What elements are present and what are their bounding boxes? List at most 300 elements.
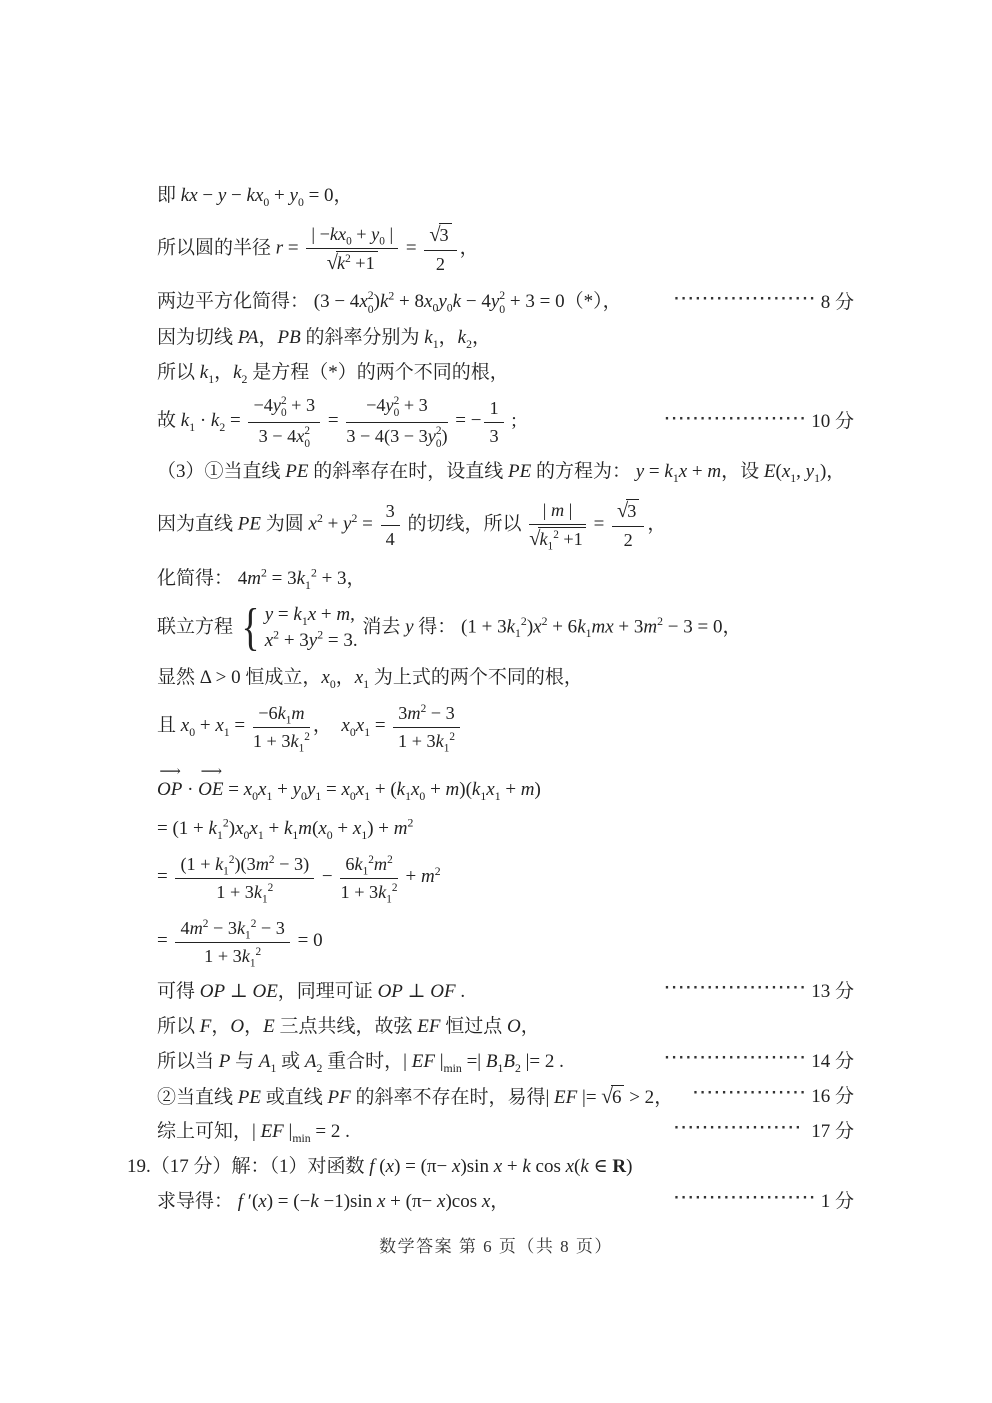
math-variable: k <box>435 731 444 751</box>
math-text: = 2 . <box>310 1120 350 1142</box>
math-text: + 3 <box>279 630 309 651</box>
superscript: 2 <box>304 425 310 438</box>
math-variable: x <box>355 779 365 801</box>
fraction-numerator <box>253 701 310 728</box>
math-bold-set: R <box>612 1155 627 1177</box>
subscript: 0 <box>435 438 442 451</box>
cjk-text: 为圆 <box>260 513 309 535</box>
fraction-denominator <box>253 728 310 753</box>
cjk-text: 或 <box>276 1050 305 1072</box>
math-variable: O <box>507 1015 521 1037</box>
cjk-text: ， <box>490 1190 510 1212</box>
square-root <box>529 527 586 553</box>
subscript: 2 <box>219 421 226 435</box>
cjk-text: ， <box>335 666 355 688</box>
math-variable: x <box>493 1155 503 1177</box>
fraction-numerator <box>424 222 456 252</box>
subscript: 1 <box>270 1061 277 1075</box>
math-variable: m <box>336 604 351 626</box>
dotted-leader: ················ <box>693 1086 808 1102</box>
math-variable: m <box>247 567 261 589</box>
cjk-text: 且 <box>157 715 181 737</box>
math-text: ) <box>534 779 541 801</box>
math-variable: k <box>577 616 586 638</box>
math-text: = 3 <box>266 567 297 589</box>
cjk-text: ， <box>258 326 278 348</box>
cjk-text: 可得 <box>157 980 200 1002</box>
subscript: 1 <box>305 578 311 592</box>
cjk-text: 与 <box>230 1050 259 1072</box>
subscript: 0 <box>263 195 270 209</box>
subscript: min <box>292 1131 311 1145</box>
cjk-text: 求导得： <box>157 1190 238 1212</box>
math-text: 1 + 3 <box>398 731 436 751</box>
math-variable: k <box>580 1155 589 1177</box>
subscript: 0 <box>297 195 304 209</box>
radicand <box>439 223 452 247</box>
math-text: = − <box>450 410 482 432</box>
math-text: +1 <box>558 528 583 549</box>
line-content <box>157 498 666 552</box>
math-text: | <box>252 1120 261 1142</box>
math-variable: OP <box>377 980 403 1002</box>
math-variable: k <box>354 854 363 875</box>
math-text: − 3) <box>274 854 310 875</box>
fraction <box>248 393 320 450</box>
cjk-text: 两边平方化简得： <box>157 291 314 313</box>
math-variable: k <box>210 410 220 432</box>
math-text: = <box>323 410 344 432</box>
line-content <box>157 567 366 591</box>
math-variable: y <box>427 426 436 446</box>
math-variable: PE <box>237 1087 261 1109</box>
line-part3-setup <box>157 454 854 489</box>
superscript: 2 <box>407 816 414 830</box>
line-content <box>157 817 413 841</box>
superscript: 2 <box>317 628 324 642</box>
math-text: = (1 + <box>157 817 209 839</box>
math-variable: f <box>369 1155 375 1177</box>
math-text: = <box>588 513 610 535</box>
superscript: 2 <box>345 252 351 265</box>
math-text: > 2 <box>624 1087 655 1109</box>
line-tangent-eq <box>157 178 854 213</box>
superscript: 2 <box>261 566 267 580</box>
math-variable: PA <box>237 326 259 348</box>
cjk-text: 恒过点 <box>440 1015 507 1037</box>
cjk-text: ， <box>333 184 353 206</box>
math-variable: x <box>385 1155 395 1177</box>
math-variable: O <box>230 1015 245 1037</box>
subscript: 0 <box>304 438 310 451</box>
math-text: = <box>223 779 244 801</box>
math-variable: k <box>471 779 481 801</box>
subscript: 0 <box>446 302 453 315</box>
math-text: ⊥ <box>225 980 253 1002</box>
subscript: 0 <box>189 726 196 740</box>
math-variable: mx <box>591 616 614 638</box>
score-label: 14 分 <box>811 1050 854 1072</box>
math-variable: k <box>296 567 306 589</box>
cjk-text: 恒成立， <box>245 666 322 688</box>
math-text: ) <box>373 291 380 313</box>
superscript: 2 <box>387 854 393 867</box>
square-root <box>327 253 378 273</box>
math-variable: y <box>805 460 815 482</box>
math-text: | <box>403 1050 412 1072</box>
math-text: −1)sin <box>318 1190 377 1212</box>
math-variable: x <box>264 630 274 651</box>
vector <box>157 764 183 802</box>
math-variable: r <box>275 237 284 259</box>
math-text: ∈ <box>588 1155 613 1177</box>
cjk-text: ，同理可证 <box>277 980 378 1002</box>
math-variable: P <box>218 1050 231 1072</box>
math-text: · <box>195 410 211 432</box>
math-text: 6 <box>611 1087 622 1109</box>
math-text: +1 <box>350 252 375 273</box>
fraction-denominator <box>393 728 459 753</box>
math-variable: x <box>321 666 330 688</box>
math-variable: PE <box>285 460 309 482</box>
math-variable: x <box>352 817 362 839</box>
cjk-text: ， <box>346 567 366 589</box>
cjk-text: 重合时， <box>322 1050 404 1072</box>
square-root <box>617 501 639 521</box>
math-text: = <box>644 460 665 482</box>
math-text: = <box>321 779 342 801</box>
line-expand-1 <box>157 811 854 846</box>
math-text: − <box>226 184 247 206</box>
math-text: 3 − 4 <box>258 426 297 446</box>
math-text: − 4 <box>461 291 491 313</box>
math-variable: x <box>452 1155 461 1177</box>
footer-text: 数学答案 第 6 页（共 8 页） <box>379 1237 613 1256</box>
math-variable: k <box>290 731 299 751</box>
math-variable: PE <box>508 460 532 482</box>
math-text: Δ > 0 <box>199 666 246 688</box>
fraction <box>340 852 397 904</box>
cjk-text: ， <box>459 237 479 259</box>
math-text: cos <box>530 1155 566 1177</box>
math-variable: k <box>277 703 286 724</box>
math-text: ( <box>312 817 319 839</box>
score-mark <box>664 1050 854 1074</box>
score-label: 17 分 <box>806 1120 854 1142</box>
math-text: 3 − 4(3 − 3 <box>346 426 428 446</box>
math-text: 1 + 3 <box>216 882 254 902</box>
line-content <box>157 599 742 656</box>
cjk-text: 联立方程 <box>157 616 238 638</box>
fraction-denominator <box>340 879 397 904</box>
line-content <box>157 666 583 690</box>
line-content <box>157 852 441 904</box>
math-variable: m <box>643 616 658 638</box>
superscript: 2 <box>310 566 317 580</box>
system-row <box>265 628 358 654</box>
subscript: 1 <box>257 828 264 842</box>
math-text: , <box>796 460 806 482</box>
subscript: 0 <box>301 789 307 803</box>
dotted-leader: ···················· <box>664 411 808 427</box>
math-variable: k <box>283 817 293 839</box>
cjk-text: 因为直线 <box>157 513 238 535</box>
cjk-text: 为上式的两个不同的根， <box>369 666 583 688</box>
math-text: = <box>229 715 250 737</box>
line-content <box>157 1083 673 1110</box>
math-variable: y <box>438 291 447 313</box>
math-text: ) = (π− <box>394 1155 452 1177</box>
math-text: ) <box>526 616 534 638</box>
line-content <box>157 764 541 803</box>
subscript: 2 <box>466 337 472 351</box>
superscript: 2 <box>367 289 374 303</box>
math-text: + <box>351 223 372 244</box>
math-text: = <box>357 513 378 535</box>
fraction <box>175 852 314 904</box>
math-text: 1 + 3 <box>340 882 379 902</box>
line-content <box>157 1190 509 1214</box>
math-variable: k <box>378 882 387 902</box>
superscript: 2 <box>202 918 209 931</box>
math-variable: x <box>258 1190 267 1212</box>
math-text: = 0 <box>292 930 323 952</box>
math-variable: y <box>490 291 500 313</box>
math-variable: m <box>298 817 312 839</box>
fraction <box>306 222 398 276</box>
math-text: ′( <box>243 1190 259 1212</box>
math-variable: E <box>763 460 776 482</box>
math-text: | <box>542 499 551 520</box>
math-variable: x <box>307 604 317 626</box>
cjk-text: 消去 <box>357 616 406 638</box>
dotted-leader: ···················· <box>673 292 817 308</box>
math-text: + ( <box>370 779 397 801</box>
fraction <box>612 498 644 552</box>
subscript: 1 <box>814 471 820 485</box>
superscript: 2 <box>434 865 441 879</box>
vector-arrow-icon: ⟶ <box>159 764 180 781</box>
fraction-numerator <box>484 396 503 423</box>
math-variable: x <box>355 715 365 737</box>
math-variable: x <box>565 1155 575 1177</box>
cjk-text: 的方程为： <box>531 460 636 482</box>
math-text: ( <box>574 1155 581 1177</box>
math-variable: y <box>272 395 281 416</box>
math-variable: x <box>180 715 190 737</box>
math-variable: k <box>336 252 346 273</box>
fraction <box>393 701 459 753</box>
subscript: min <box>443 1061 462 1075</box>
subscript: 0 <box>419 789 426 803</box>
cjk-text: （*）， <box>564 291 622 313</box>
superscript: 2 <box>499 289 506 303</box>
math-variable: y <box>385 395 394 416</box>
math-variable: x <box>437 1190 446 1212</box>
subscript: 0 <box>367 302 374 316</box>
math-variable: k <box>293 604 302 626</box>
superscript: 2 <box>435 425 442 438</box>
fraction-numerator <box>175 916 289 943</box>
math-variable: PB <box>277 326 301 348</box>
math-text: + 6 <box>547 616 578 638</box>
math-text: |= <box>577 1087 602 1109</box>
math-text: + <box>502 1155 523 1177</box>
math-text: | <box>434 1050 444 1072</box>
cjk-text: ， <box>722 616 742 638</box>
subscript: 1 <box>249 957 256 970</box>
math-variable: x <box>781 460 791 482</box>
math-text: −4 <box>366 395 386 416</box>
math-variable: m <box>189 918 203 939</box>
line-roots-of-star <box>157 355 854 390</box>
cjk-text: 因为切线 <box>157 326 238 348</box>
math-variable: k <box>215 854 224 875</box>
subscript: 1 <box>497 1061 504 1075</box>
line-expand-3 <box>157 910 854 974</box>
dotted-leader: ·················· <box>673 1121 803 1137</box>
math-text: ⊥ <box>402 980 431 1002</box>
subscript: 1 <box>245 929 251 942</box>
math-variable: k <box>506 616 516 638</box>
cjk-text: ， <box>438 326 458 348</box>
line-content <box>157 460 845 484</box>
radical-sign-icon: √ <box>429 223 441 246</box>
cjk-text: 三点共线，故弦 <box>274 1015 418 1037</box>
math-text: + <box>316 604 337 626</box>
system-row <box>265 602 358 628</box>
superscript: 2 <box>553 528 559 541</box>
superscript: 2 <box>657 615 664 629</box>
math-variable: k <box>522 1155 531 1177</box>
math-text: + 3 <box>613 616 644 638</box>
math-variable: y <box>292 779 302 801</box>
cjk-text: （17 分）解：（1）对函数 <box>150 1155 370 1177</box>
math-variable: x <box>678 460 688 482</box>
subscript: 1 <box>672 471 679 485</box>
superscript: 2 <box>388 289 395 303</box>
math-text: + <box>400 866 421 888</box>
subscript: 0 <box>280 407 287 420</box>
cjk-text: 综上可知， <box>157 1120 253 1142</box>
math-text: 1 + 3 <box>204 946 242 966</box>
math-text: − 3 <box>208 918 237 939</box>
cjk-text: 或直线 <box>260 1087 328 1109</box>
subscript: 1 <box>361 828 368 842</box>
math-text: ) <box>626 1155 633 1177</box>
line-content <box>157 980 465 1004</box>
fraction <box>253 701 310 753</box>
fraction-numerator <box>346 393 447 423</box>
line-perpendicular <box>157 974 854 1009</box>
radicand <box>611 1085 625 1110</box>
math-variable: x <box>215 715 224 737</box>
page-footer <box>0 1232 992 1257</box>
math-variable: k <box>452 291 462 313</box>
cjk-text: 所以 <box>157 1015 200 1037</box>
math-variable: m <box>407 703 421 724</box>
line-tangent-condition <box>157 489 854 561</box>
math-text: + 8 <box>394 291 425 313</box>
math-variable: OP <box>199 980 226 1002</box>
fraction-numerator <box>248 393 320 423</box>
math-variable: x <box>249 817 258 839</box>
superscript: 2 <box>268 854 275 867</box>
subscript: 0 <box>432 302 439 315</box>
math-text: − 3 <box>256 918 285 939</box>
math-text: ) <box>819 460 827 482</box>
math-variable: PF <box>327 1087 351 1109</box>
math-variable: kx <box>180 184 198 206</box>
math-text: + (π− <box>385 1190 438 1212</box>
cjk-text: 化简得： <box>157 567 238 589</box>
math-text: + <box>687 460 708 482</box>
cjk-text: 的斜率不存在时，易得 <box>350 1087 546 1109</box>
subscript: 1 <box>266 789 273 803</box>
math-text: − <box>317 866 338 888</box>
math-variable: k <box>379 291 389 313</box>
vector <box>198 764 224 802</box>
math-text: = <box>273 604 294 626</box>
math-variable: x <box>354 666 364 688</box>
math-text: + <box>500 779 521 801</box>
equation-system <box>238 599 358 656</box>
math-text: = <box>157 866 173 888</box>
score-label: 13 分 <box>811 980 854 1002</box>
math-text: − 3 = 0 <box>663 616 723 638</box>
math-variable: k <box>236 918 246 939</box>
square-root <box>429 225 451 245</box>
superscript: 2 <box>520 615 527 629</box>
cjk-text: ， <box>471 326 491 348</box>
dotted-leader: ···················· <box>664 1051 808 1067</box>
fraction-numerator <box>393 701 459 728</box>
math-text: − 3 <box>426 703 455 724</box>
math-text: (3 − 4 <box>313 291 360 313</box>
math-variable: x <box>481 1190 491 1212</box>
math-text: )( <box>459 779 472 801</box>
math-text: . <box>455 980 466 1002</box>
subscript: 2 <box>316 1061 323 1075</box>
score-mark <box>674 291 854 315</box>
math-variable: m <box>445 779 460 801</box>
line-ef-min <box>157 1044 854 1079</box>
math-variable: x <box>341 715 350 737</box>
fraction <box>424 222 456 276</box>
math-variable: x <box>235 817 244 839</box>
subscript: 0 <box>393 407 400 420</box>
fraction <box>484 396 503 448</box>
cjk-text: 的斜率存在时，设直线 <box>308 460 508 482</box>
subscript: 0 <box>326 828 333 842</box>
solution-content <box>127 178 854 1219</box>
math-variable: x <box>533 616 542 638</box>
radical-sign-icon: √ <box>601 1084 613 1109</box>
math-variable: x <box>486 779 495 801</box>
line-4m2 <box>157 561 854 596</box>
line-slopes-k1-k2 <box>157 320 854 355</box>
radical-sign-icon: √ <box>529 527 541 550</box>
subscript: 1 <box>547 540 554 553</box>
math-variable: y <box>306 779 316 801</box>
math-variable: x <box>410 779 420 801</box>
line-squared-simplified <box>157 285 854 320</box>
math-variable: y <box>343 513 352 535</box>
line-vieta <box>157 695 854 759</box>
subscript: 0 <box>349 789 356 803</box>
math-text: + <box>332 817 353 839</box>
line-content <box>157 393 517 450</box>
